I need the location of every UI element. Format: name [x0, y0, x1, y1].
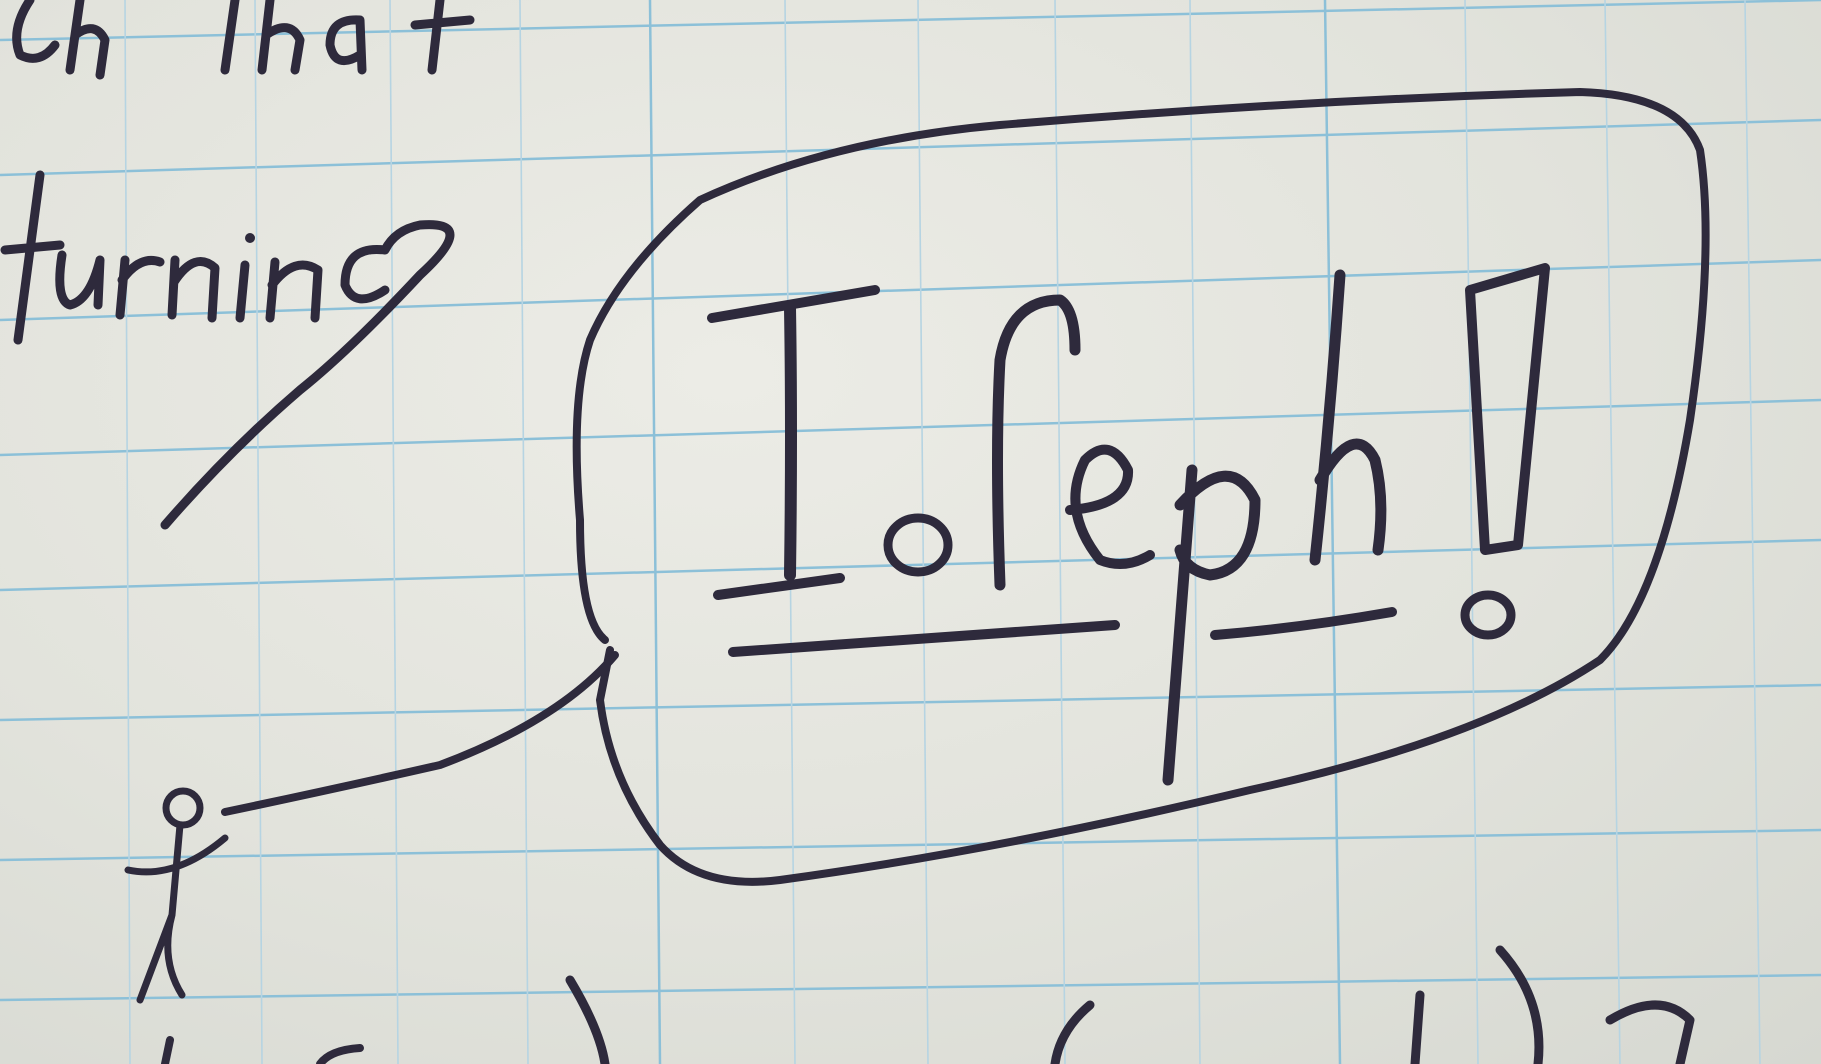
stick-figure — [128, 791, 225, 1000]
turning-word — [5, 175, 450, 525]
